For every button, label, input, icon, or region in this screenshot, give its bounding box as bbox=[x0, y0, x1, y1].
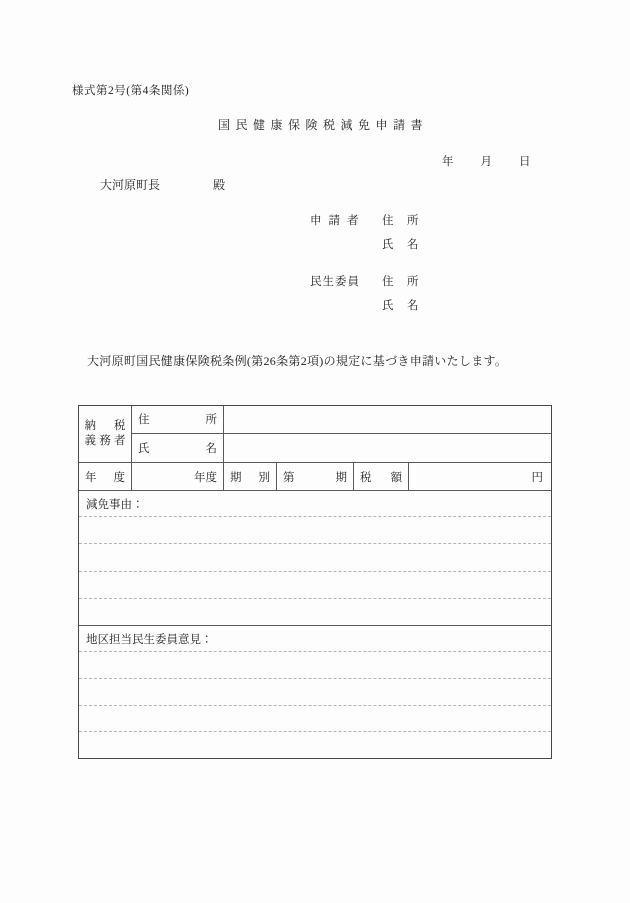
addressee-line bbox=[100, 176, 225, 193]
blank-line bbox=[79, 706, 551, 733]
address-char: 所 bbox=[205, 414, 217, 427]
period-header-cell bbox=[224, 463, 277, 490]
commissioner-block bbox=[310, 273, 450, 321]
applicant-label: 申請者 bbox=[310, 215, 366, 227]
fiscal-char: 年 bbox=[85, 471, 97, 484]
address-char: 住 bbox=[138, 414, 150, 427]
application-statement: 大河原町国民健康保険税条例(第26条第2項)の規定に基づき申請いたします。 bbox=[87, 354, 508, 368]
taxpayer-label-line2 bbox=[85, 434, 126, 449]
tax-unit: 円 bbox=[531, 471, 543, 484]
blank-line bbox=[79, 544, 551, 571]
address-value-cell bbox=[224, 406, 551, 433]
tax-value-cell bbox=[409, 463, 551, 490]
address-row bbox=[132, 406, 551, 434]
name-char: 氏 bbox=[138, 442, 150, 455]
fiscal-char: 度 bbox=[113, 471, 125, 484]
exemption-reason-section bbox=[79, 491, 551, 626]
period-value-cell bbox=[277, 463, 354, 490]
application-form-table bbox=[78, 405, 552, 759]
fiscal-year-row bbox=[79, 463, 551, 491]
blank-line bbox=[79, 572, 551, 599]
blank-line bbox=[79, 599, 551, 625]
commissioner-address-label: 住 所 bbox=[382, 276, 420, 288]
page-title: 国民健康保険税減免申請書 bbox=[218, 118, 429, 132]
applicant-name-label: 氏 名 bbox=[382, 239, 420, 251]
exemption-reason-label-row bbox=[79, 491, 551, 517]
taxpayer-char: 義 bbox=[84, 435, 96, 447]
blank-line bbox=[79, 679, 551, 706]
fiscal-year-header-cell bbox=[79, 463, 132, 490]
blank-line bbox=[79, 517, 551, 544]
taxpayer-label-line1 bbox=[85, 419, 126, 434]
period-prefix: 第 bbox=[283, 471, 295, 484]
taxpayer-char: 税 bbox=[114, 420, 126, 432]
addressee-honorific: 殿 bbox=[213, 178, 226, 192]
taxpayer-detail-column bbox=[132, 406, 551, 462]
applicant-block bbox=[310, 212, 450, 260]
taxpayer-rows bbox=[79, 406, 551, 463]
blank-line bbox=[79, 652, 551, 679]
commissioner-opinion-section bbox=[79, 626, 551, 758]
address-header-cell bbox=[132, 406, 224, 433]
commissioner-opinion-label: 地区担当民生委員意見： bbox=[86, 633, 213, 646]
date-day-label: 日 bbox=[519, 156, 531, 168]
name-char: 名 bbox=[205, 442, 217, 455]
period-char: 期 bbox=[230, 471, 242, 484]
name-row bbox=[132, 434, 551, 462]
taxpayer-char: 納 bbox=[84, 420, 96, 432]
tax-char: 額 bbox=[390, 471, 402, 484]
taxpayer-char: 者 bbox=[114, 435, 126, 447]
commissioner-name-label: 氏 名 bbox=[382, 300, 420, 312]
period-char: 別 bbox=[258, 471, 270, 484]
addressee-name: 大河原町長 bbox=[100, 178, 161, 192]
name-value-cell bbox=[224, 434, 551, 462]
commissioner-opinion-label-row bbox=[79, 626, 551, 652]
blank-line bbox=[79, 732, 551, 758]
exemption-reason-label: 減免事由： bbox=[86, 498, 144, 511]
period-suffix: 期 bbox=[335, 471, 347, 484]
date-month-label: 月 bbox=[480, 156, 492, 168]
fiscal-year-value-cell bbox=[132, 463, 224, 490]
fiscal-year-suffix: 年度 bbox=[194, 471, 217, 484]
form-number: 様式第2号(第4条関係) bbox=[72, 85, 190, 97]
date-year-label: 年 bbox=[442, 156, 454, 168]
tax-char: 税 bbox=[360, 471, 372, 484]
taxpayer-char: 務 bbox=[99, 435, 111, 447]
applicant-address-label: 住 所 bbox=[382, 215, 420, 227]
commissioner-label: 民生委員 bbox=[310, 276, 360, 288]
date-line bbox=[442, 153, 531, 169]
name-header-cell bbox=[132, 434, 224, 462]
tax-header-cell bbox=[354, 463, 409, 490]
taxpayer-header-cell bbox=[79, 406, 132, 462]
